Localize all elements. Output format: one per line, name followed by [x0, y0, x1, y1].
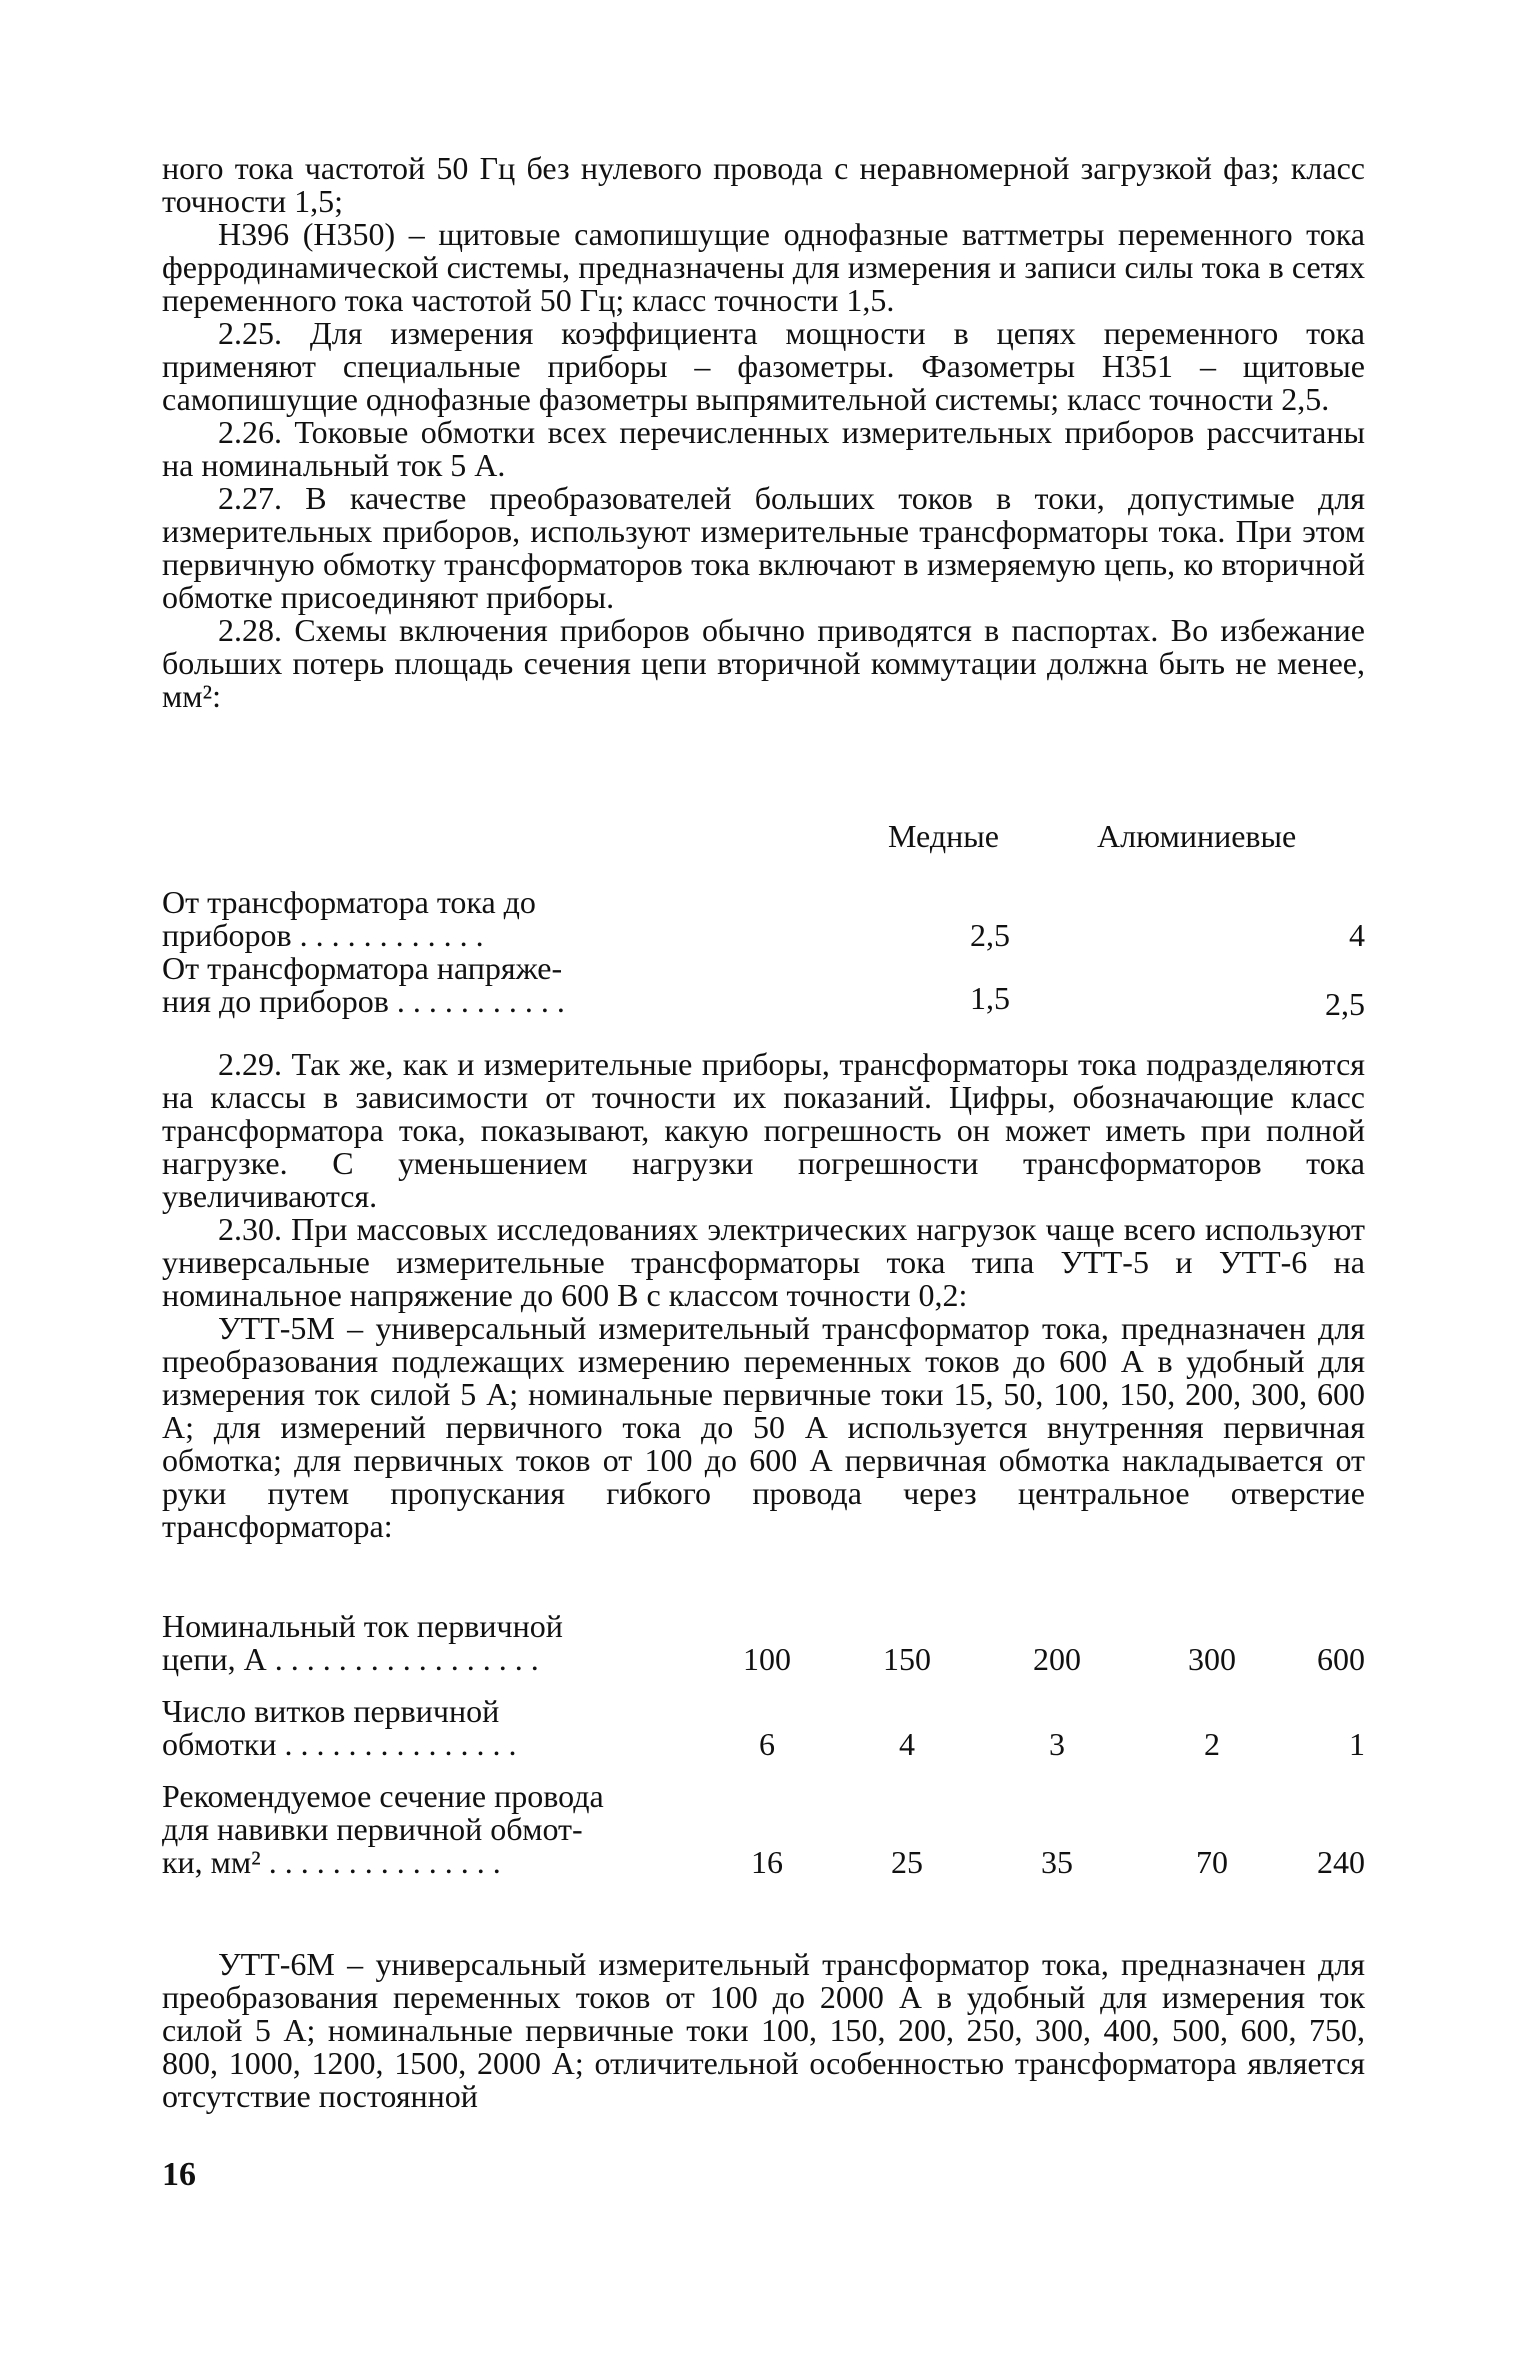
paragraph-2-27: 2.27. В качестве преобразователей больших токов в токи, допустимые для измерительных приборов, используют измерительные трансформаторы тока. При этом первичную обмотку трансформаторов тока включают в измеряемую цепь, ко вторичной обмотке присоединяют приборы. [162, 480, 1365, 615]
text-section-bottom [162, 1948, 1365, 2113]
paragraph-2-28: 2.28. Схемы включения приборов обычно приводятся в паспортах. Во избежание больших потерь площадь сечения цепи вторичной коммутации должна быть не менее, мм²: [162, 612, 1365, 714]
table-cell: 600 [1317, 1641, 1365, 1677]
paragraph-continuation: ного тока частотой 50 Гц без нулевого провода с неравномерной загрузкой фаз; класс точности 1,5; [162, 150, 1365, 219]
text-section-top [162, 152, 1365, 713]
table-cell: 300 [1188, 1641, 1236, 1677]
row-label: От трансформатора тока до [162, 884, 536, 920]
column-header-aluminum: Алюминиевые [1097, 818, 1297, 854]
column-header-copper: Медные [888, 818, 999, 854]
row-label: Число витков первичной [162, 1693, 500, 1729]
table-cell: 150 [883, 1641, 931, 1677]
table-row [162, 952, 1365, 1022]
row-label: для навивки первичной обмот- [162, 1811, 583, 1847]
paragraph-utt-6m: УТТ-6М – универсальный измерительный трансформатор тока, предназначен для преобразования переменных токов от 100 до 2000 А в удобный для измерения ток силой 5 А; номинальные первичные токи 100, 150, 200, 250, 300, 400, 500, 600, 750, 800, 1000, 1200, 1500, 2000 А; отличительной особенностью трансформатора является отсутствие постоянной [162, 1946, 1365, 2114]
table-cell: 2 [1204, 1726, 1220, 1762]
table-row [162, 1695, 1365, 1765]
table-cell: 16 [751, 1844, 783, 1880]
row-label: обмотки . . . . . . . . . . . . . . . [162, 1726, 517, 1762]
value-copper: 2,5 [970, 917, 1010, 953]
row-label: ки, мм² . . . . . . . . . . . . . . . [162, 1844, 501, 1880]
table-cell: 200 [1033, 1641, 1081, 1677]
row-label: приборов . . . . . . . . . . . . [162, 917, 484, 953]
value-copper: 1,5 [970, 980, 1010, 1016]
table-cell: 3 [1049, 1726, 1065, 1762]
table-cell: 70 [1196, 1844, 1228, 1880]
table-cell: 35 [1041, 1844, 1073, 1880]
table-cell: 25 [891, 1844, 923, 1880]
table-row [162, 886, 1365, 952]
paragraph-utt-5m: УТТ-5М – универсальный измерительный трансформатор тока, предназначен для преобразования подлежащих измерению переменных токов до 600 А в удобный для измерения ток силой 5 А; номинальные первичные токи 15, 50, 100, 150, 200, 300, 600 А; для измерений первичного тока до 50 А используется внутренняя первичная обмотка; для первичных токов от 100 до 600 А первичная обмотка накладывается от руки путем пропускания гибкого провода через центральное отверстие трансформатора: [162, 1310, 1365, 1544]
table-cell: 100 [743, 1641, 791, 1677]
table-cell: 6 [759, 1726, 775, 1762]
text-section-middle [162, 1048, 1365, 1543]
table-cell: 240 [1317, 1844, 1365, 1880]
table-cell: 4 [899, 1726, 915, 1762]
row-label: Номинальный ток первичной [162, 1608, 563, 1644]
utt-5m-table [162, 1610, 1365, 1910]
value-aluminum: 4 [1349, 917, 1365, 953]
paragraph-2-25: 2.25. Для измерения коэффициента мощности в цепях переменного тока применяют специальные приборы – фазометры. Фазометры Н351 – щитовые самопишущие однофазные фазометры выпрямительной системы; класс точности 2,5. [162, 315, 1365, 417]
value-aluminum: 2,5 [1325, 986, 1365, 1022]
cross-section-table [162, 820, 1365, 1020]
row-label: ния до приборов . . . . . . . . . . . [162, 983, 565, 1019]
table-row [162, 1780, 1365, 1890]
row-label: цепи, А . . . . . . . . . . . . . . . . . [162, 1641, 539, 1677]
paragraph-2-26: 2.26. Токовые обмотки всех перечисленных измерительных приборов рассчитаны на номинальный ток 5 А. [162, 414, 1365, 483]
row-label: От трансформатора напряже- [162, 950, 563, 986]
table-row [162, 1610, 1365, 1680]
paragraph-2-29: 2.29. Так же, как и измерительные приборы, трансформаторы тока подразделяются на классы в зависимости от точности их показаний. Цифры, обозначающие класс трансформатора тока, показывают, какую погрешность он может иметь при полной нагрузке. С уменьшением нагрузки погрешности трансформаторов тока увеличиваются. [162, 1046, 1365, 1214]
page-number: 16 [162, 2156, 196, 2193]
row-label: Рекомендуемое сечение провода [162, 1778, 604, 1814]
table-cell: 1 [1349, 1726, 1365, 1762]
paragraph-h396: Н396 (Н350) – щитовые самопишущие однофазные ваттметры переменного тока ферродинамической системы, предназначены для измерения и записи силы тока в сетях переменного тока частотой 50 Гц; класс точности 1,5. [162, 216, 1365, 318]
paragraph-2-30: 2.30. При массовых исследованиях электрических нагрузок чаще всего используют универсальные измерительные трансформаторы тока типа УТТ-5 и УТТ-6 на номинальное напряжение до 600 В с классом точности 0,2: [162, 1211, 1365, 1313]
